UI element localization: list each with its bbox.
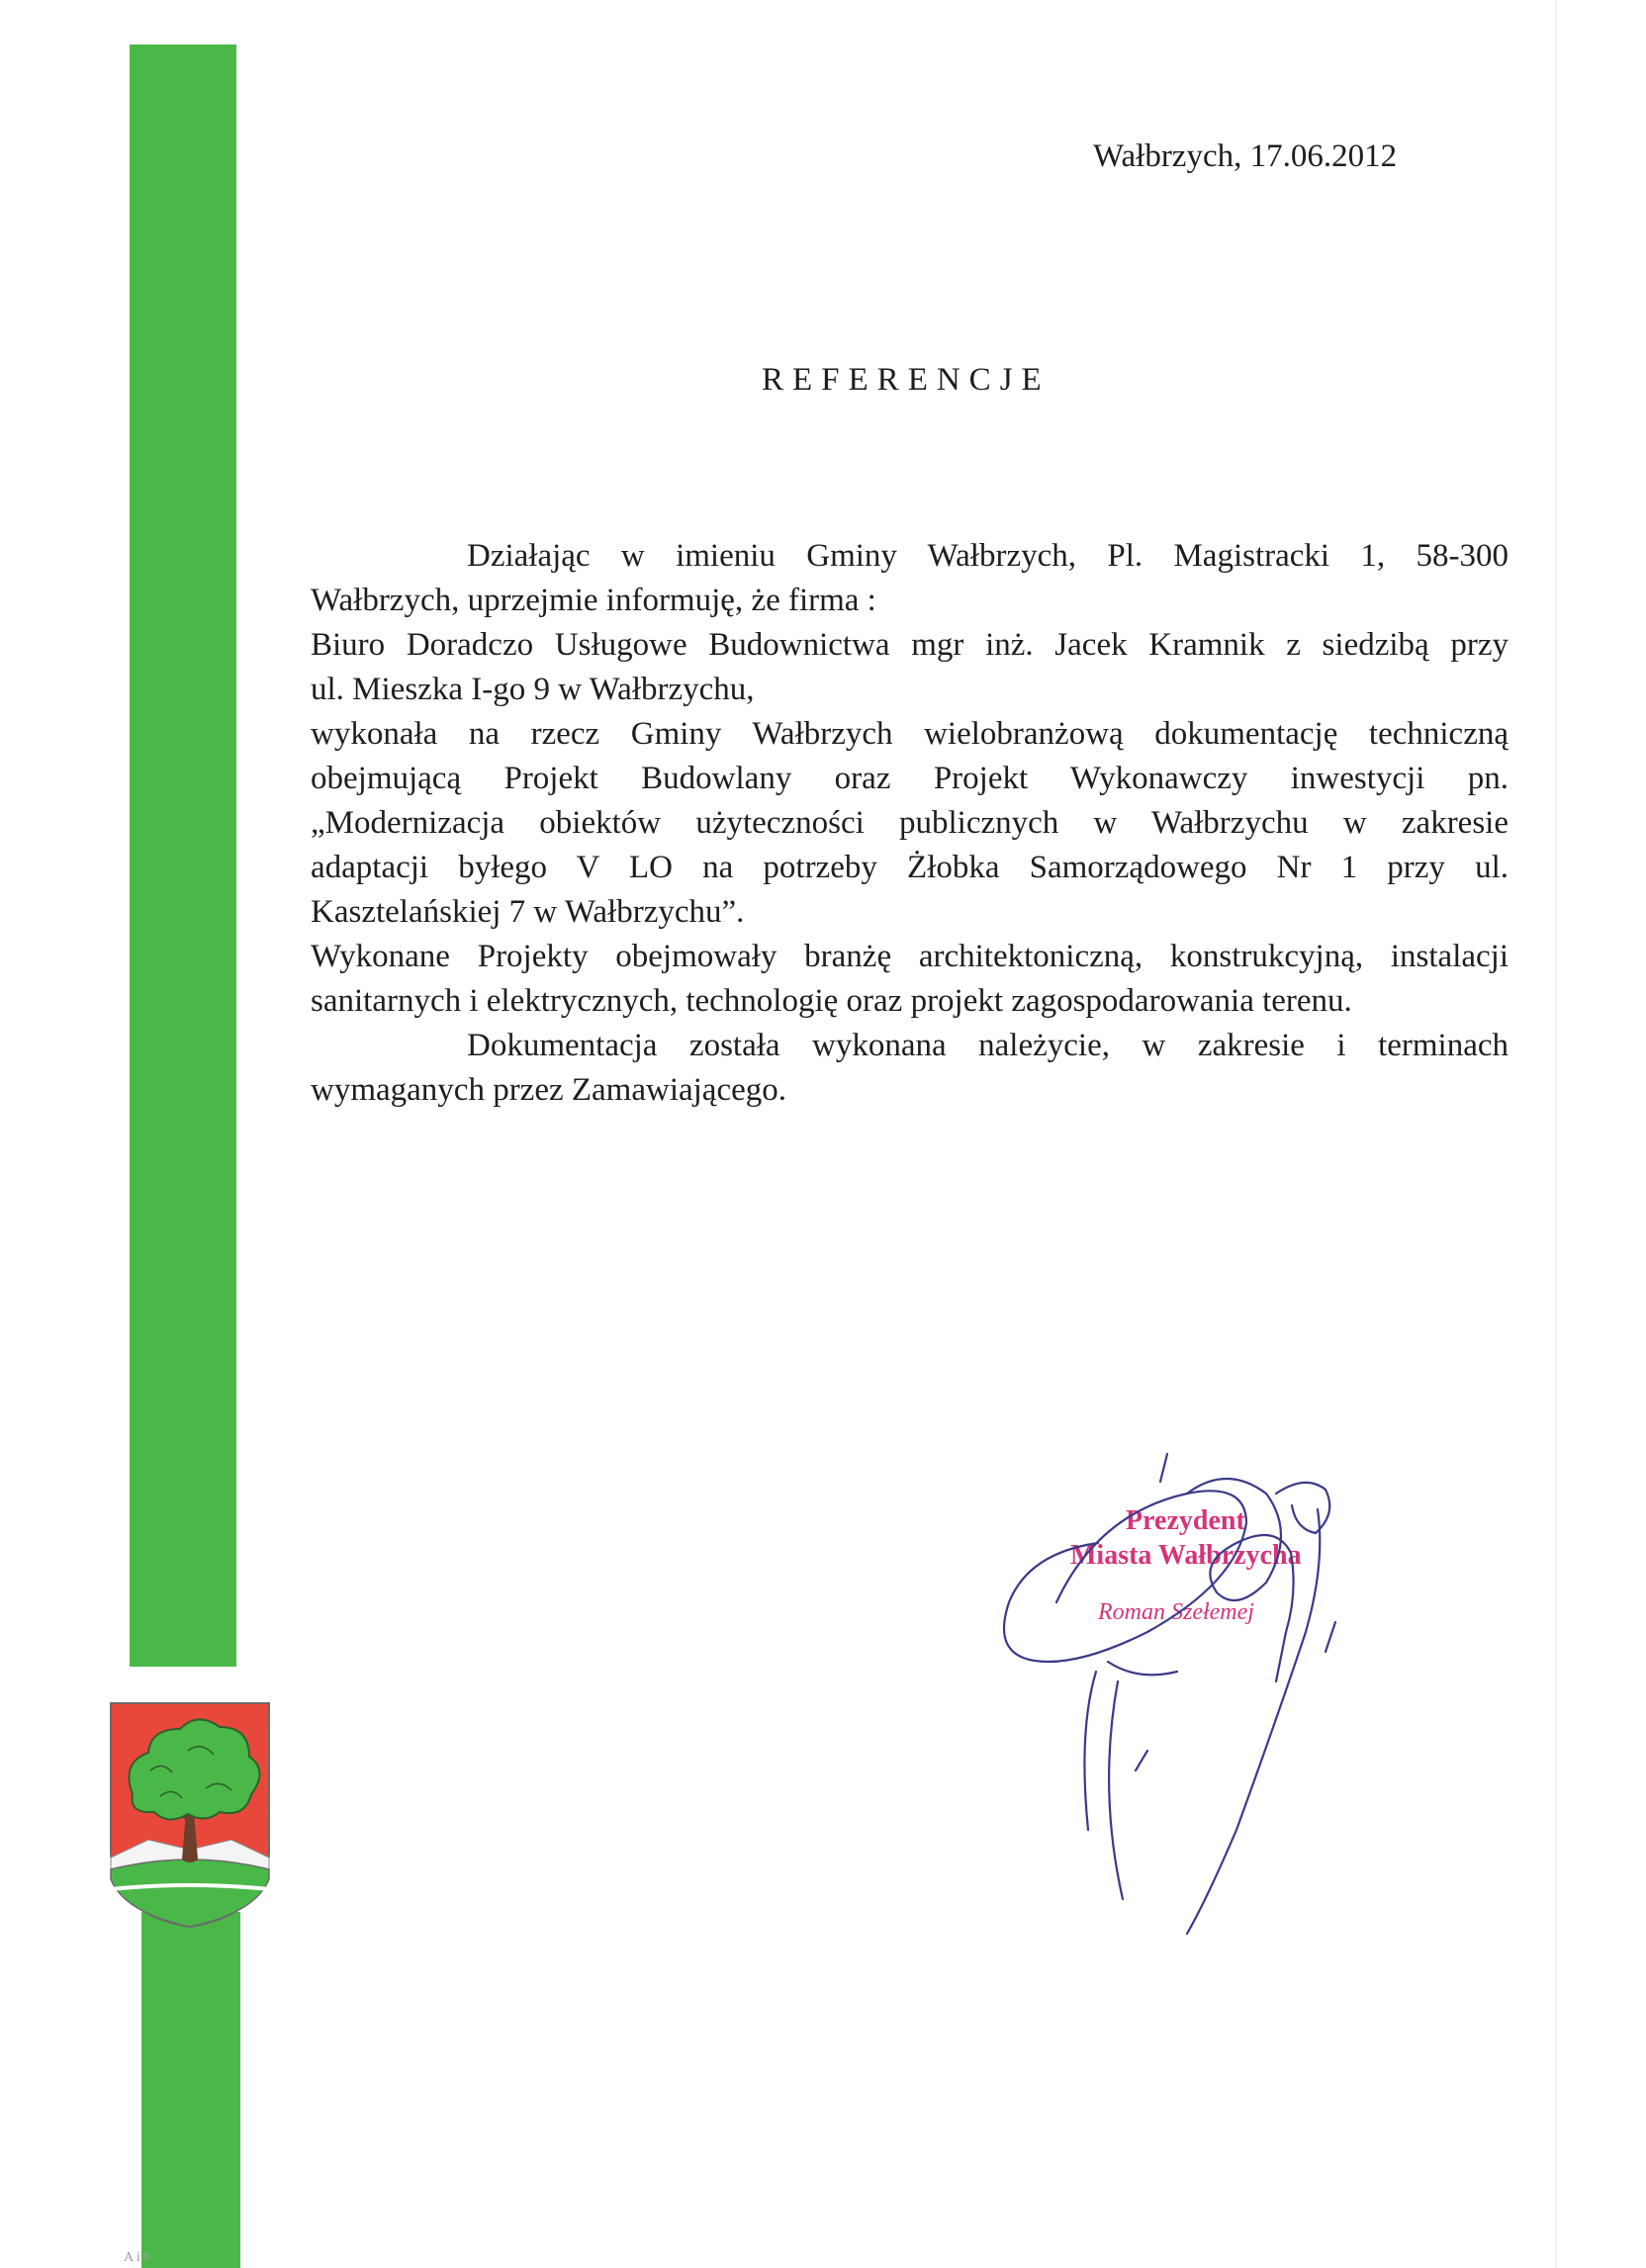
body-line: Wałbrzych, uprzejmie informuję, że firma : [311, 583, 876, 618]
stamp-title: Prezydent [1126, 1505, 1245, 1536]
body-line: adaptacji byłego V LO na potrzeby Żłobka Samorządowego Nr 1 przy ul. [311, 850, 1509, 885]
body-line: Kasztelańskiej 7 w Wałbrzychu”. [311, 894, 745, 930]
green-band-bottom [141, 1912, 240, 2268]
body-line: „Modernizacja obiektów użyteczności publicznych w Wałbrzychu w zakresie [311, 805, 1509, 841]
stamp-city: Miasta Wałbrzycha [1070, 1540, 1302, 1571]
body-line: Biuro Doradczo Usługowe Budownictwa mgr inż. Jacek Kramnik z siedzibą przy [311, 627, 1509, 663]
letter-body [311, 534, 1509, 1113]
page-edge-shadow [1555, 0, 1557, 2268]
body-line: wymaganych przez Zamawiającego. [311, 1072, 786, 1108]
body-line: ul. Mieszka I-go 9 w Wałbrzychu, [311, 672, 755, 707]
walbrzych-coat-of-arms [107, 1701, 273, 1929]
scan-mark: A i b [124, 2250, 151, 2265]
body-line: Działając w imieniu Gminy Wałbrzych, Pl. Magistracki 1, 58-300 [467, 538, 1509, 574]
body-line: wykonała na rzecz Gminy Wałbrzych wielobranżową dokumentację techniczną [311, 716, 1509, 752]
place-and-date: Wałbrzych, 17.06.2012 [1093, 138, 1398, 174]
body-line: Wykonane Projekty obejmowały branżę architektoniczną, konstrukcyjną, instalacji [311, 939, 1509, 974]
document-title: REFERENCJE [762, 362, 1051, 398]
handwritten-signature [950, 1434, 1405, 1949]
body-line: Dokumentacja została wykonana należycie, w zakresie i terminach [467, 1028, 1509, 1063]
body-line: sanitarnych i elektrycznych, technologię oraz projekt zagospodarowania terenu. [311, 983, 1352, 1019]
green-band-top [130, 45, 236, 1667]
body-line: obejmującą Projekt Budowlany oraz Projekt Wykonawczy inwestycji pn. [311, 761, 1509, 796]
stamp-name: Roman Szełemej [1098, 1599, 1254, 1625]
